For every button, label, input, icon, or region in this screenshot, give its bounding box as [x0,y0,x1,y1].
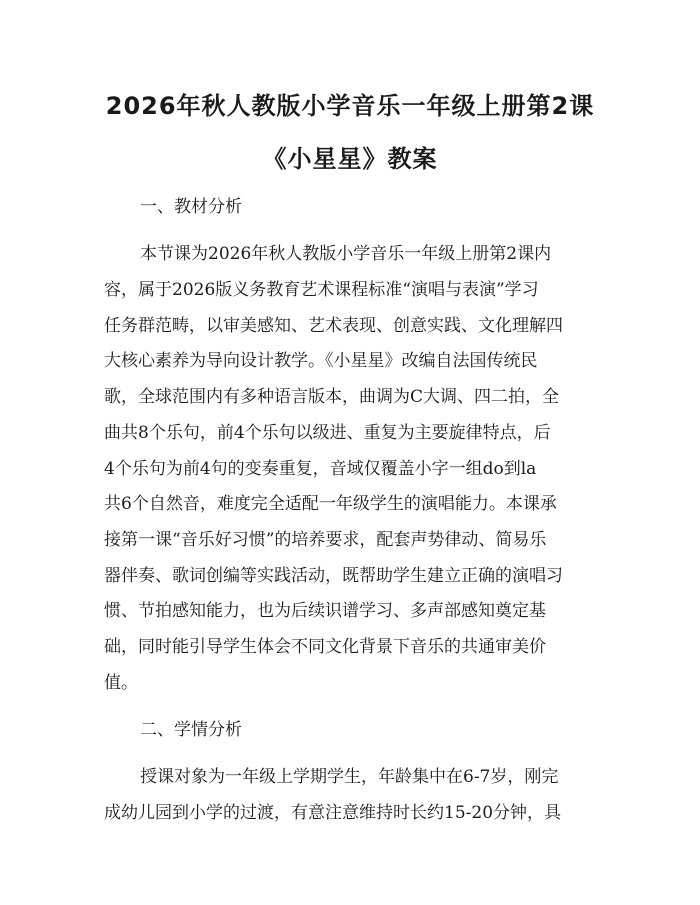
paragraph-line: 大核心素养为导向设计教学。《小星星》改编自法国传统民 [104,351,538,371]
document-title-line-2: 《小星星》教案 [262,145,438,173]
paragraph-line: 歌，全球范围内有多种语言版本，曲调为C大调、四二拍，全 [104,387,560,407]
paragraph-line: 器伴奏、歌词创编等实践活动，既帮助学生建立正确的演唱习 [104,566,563,586]
paragraph-line: 成幼儿园到小学的过渡，有意注意维持时长约15-20分钟，具 [104,803,562,823]
paragraph-line: 惯、节拍感知能力，也为后续识谱学习、多声部感知奠定基 [104,601,546,621]
document-title-line-1: 2026年秋人教版小学音乐一年级上册第2课 [105,92,595,120]
section-heading-learners: 二、学情分析 [140,720,242,740]
paragraph-line: 任务群范畴，以审美感知、艺术表现、创意实践、文化理解四 [104,316,563,336]
paragraph-line: 授课对象为一年级上学期学生，年龄集中在6-7岁，刚完 [140,767,559,787]
paragraph-line: 容，属于2026版义务教育艺术课程标准“演唱与表演”学习 [104,280,539,300]
paragraph-line: 共6个自然音，难度完全适配一年级学生的演唱能力。本课承 [104,494,557,514]
section-heading-materials: 一、教材分析 [140,197,242,217]
paragraph-line: 曲共8个乐句，前4个乐句以级进、重复为主要旋律特点，后 [104,423,551,443]
paragraph-line: 本节课为2026年秋人教版小学音乐一年级上册第2课内 [140,244,552,264]
paragraph-line: 接第一课“音乐好习惯”的培养要求，配套声势律动、简易乐 [104,530,547,550]
paragraph-line: 础，同时能引导学生体会不同文化背景下音乐的共通审美价 [104,637,546,657]
paragraph-line: 值。 [104,673,138,693]
paragraph-line: 4个乐句为前4句的变奏重复，音域仅覆盖小字一组do到la [104,459,537,479]
